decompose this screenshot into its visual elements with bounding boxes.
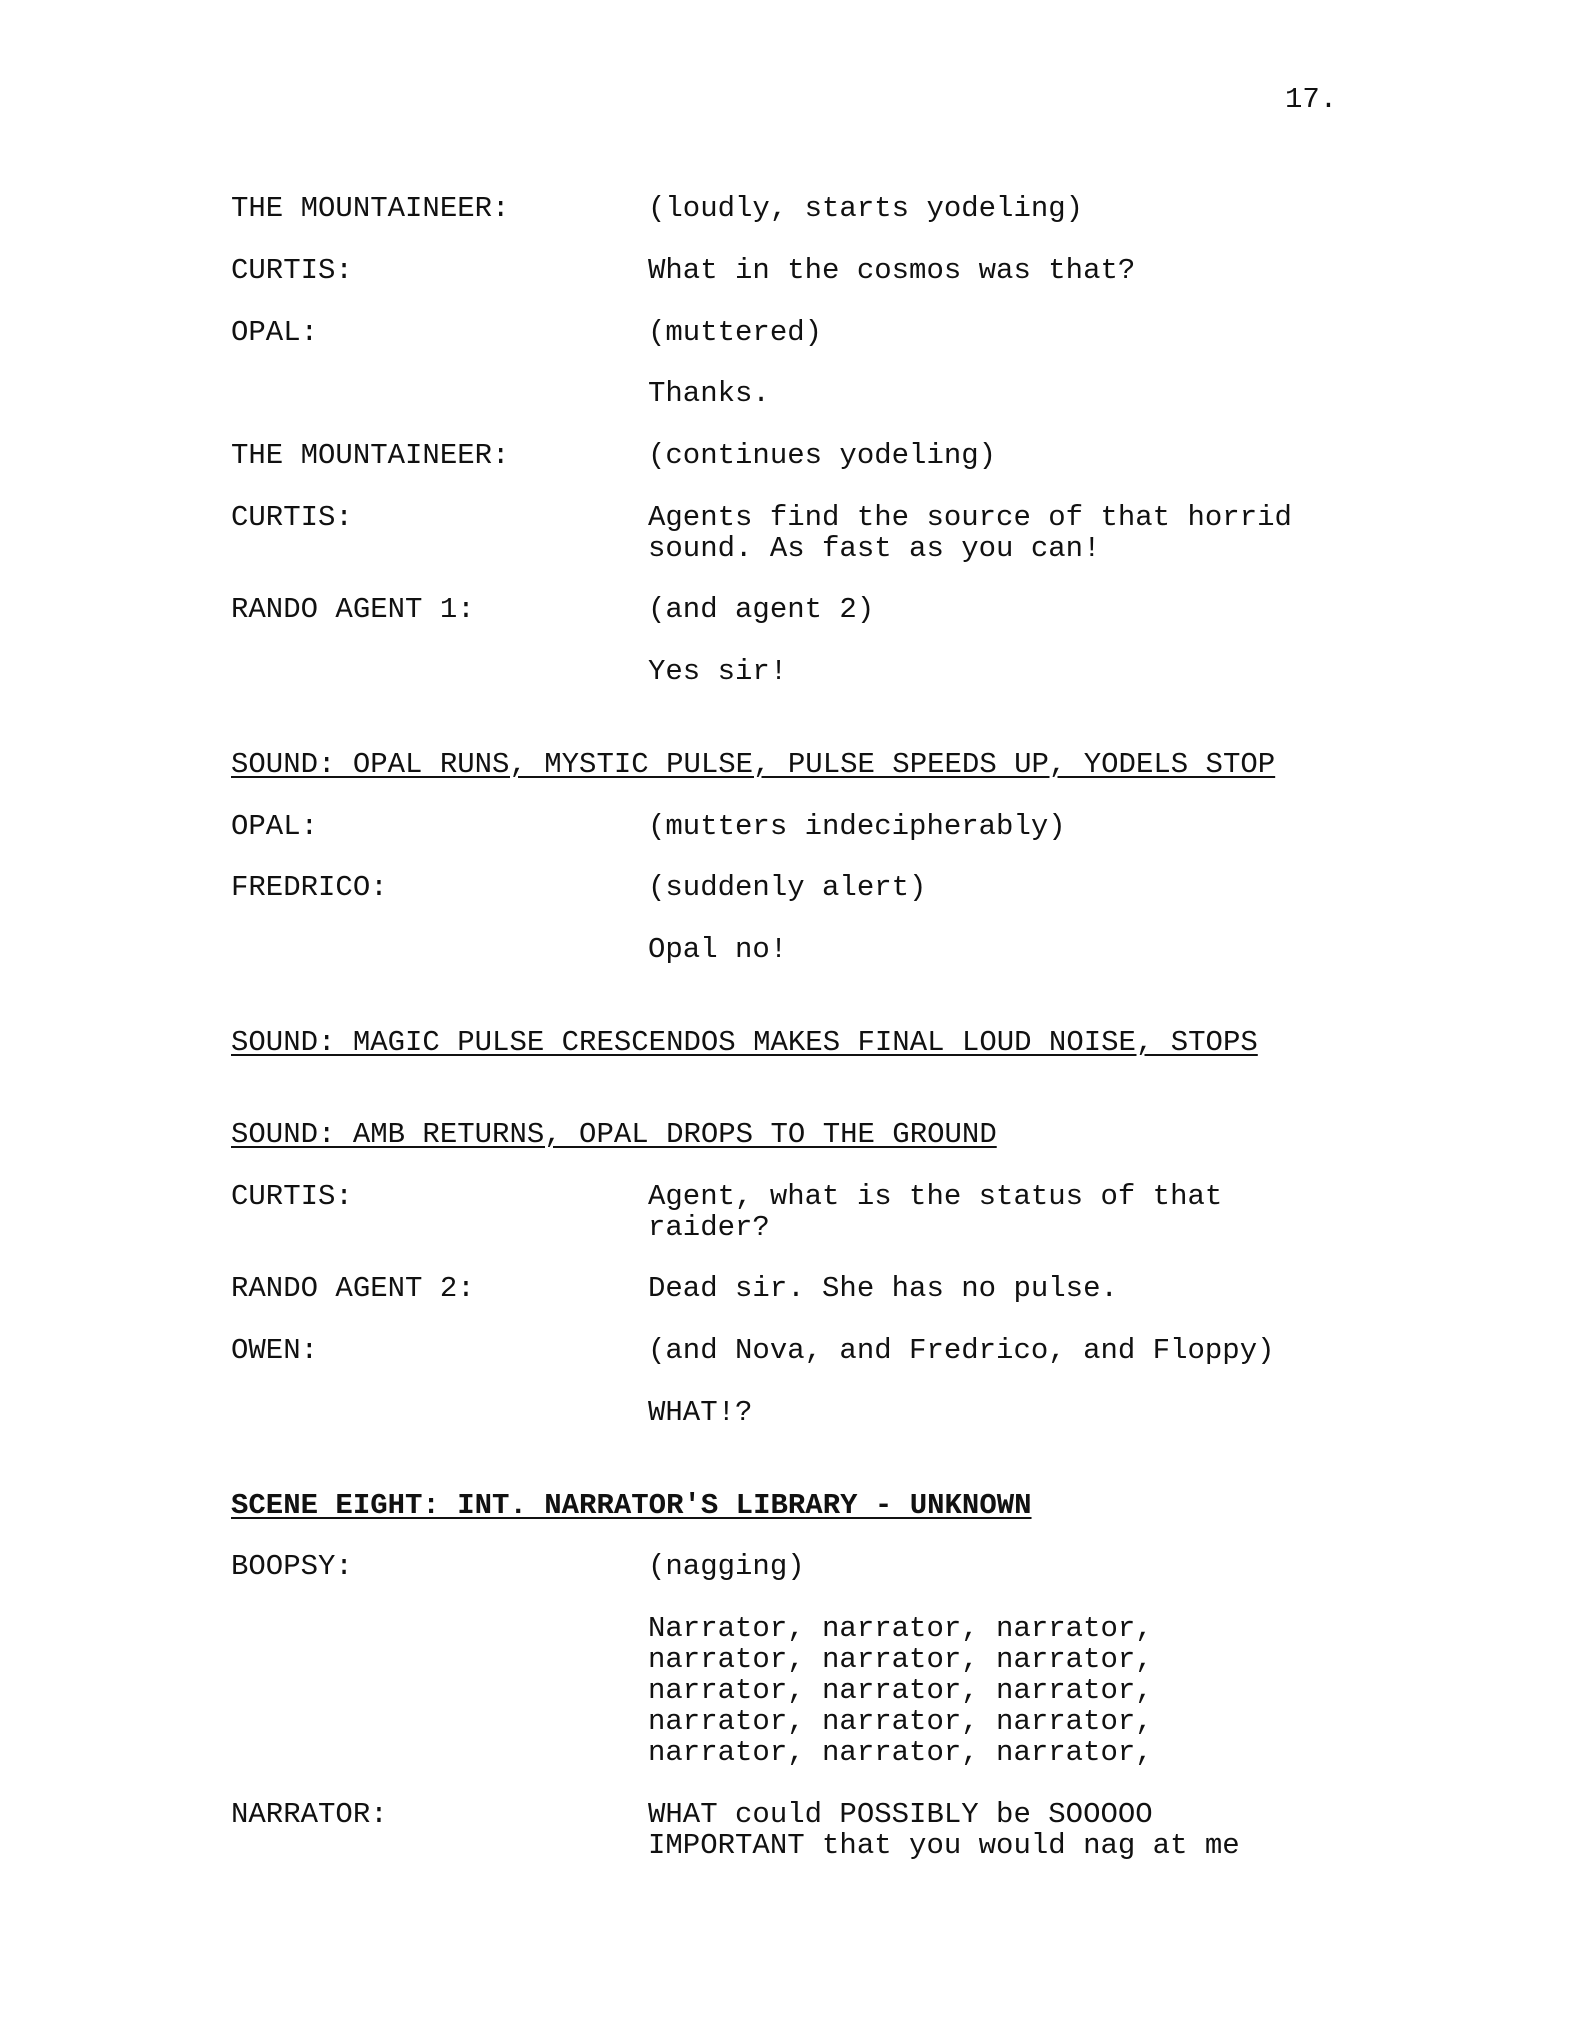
dialogue-line: Yes sir! <box>648 655 788 688</box>
character-name: CURTIS: <box>231 254 353 287</box>
dialogue-line: sound. As fast as you can! <box>648 532 1101 565</box>
character-name: BOOPSY: <box>231 1550 353 1583</box>
parenthetical: (nagging) <box>648 1550 805 1583</box>
dialogue-line: What in the cosmos was that? <box>648 254 1136 287</box>
parenthetical: (muttered) <box>648 316 823 349</box>
page-number: 17. <box>1285 83 1338 116</box>
sound-cue: SOUND: OPAL RUNS, MYSTIC PULSE, PULSE SPEEDS UP, YODELS STOP <box>231 748 1276 781</box>
parenthetical: (and Nova, and Fredrico, and Floppy) <box>648 1334 1275 1367</box>
dialogue-line: Agents find the source of that horrid <box>648 501 1292 534</box>
parenthetical: (continues yodeling) <box>648 439 997 472</box>
character-name: RANDO AGENT 1: <box>231 593 475 626</box>
character-name: CURTIS: <box>231 501 353 534</box>
dialogue-line: raider? <box>648 1211 770 1244</box>
parenthetical: (loudly, starts yodeling) <box>648 192 1084 225</box>
dialogue-line: narrator, narrator, narrator, <box>648 1643 1153 1676</box>
dialogue-line: Thanks. <box>648 377 770 410</box>
character-name: THE MOUNTAINEER: <box>231 439 510 472</box>
dialogue-line: WHAT!? <box>648 1396 753 1429</box>
parenthetical: (mutters indecipherably) <box>648 810 1066 843</box>
character-name: OPAL: <box>231 316 319 349</box>
character-name: RANDO AGENT 2: <box>231 1272 475 1305</box>
scene-heading: SCENE EIGHT: INT. NARRATOR'S LIBRARY - UNKNOWN <box>231 1489 1032 1522</box>
character-name: FREDRICO: <box>231 871 388 904</box>
character-name: THE MOUNTAINEER: <box>231 192 510 225</box>
dialogue-line: WHAT could POSSIBLY be SOOOOO <box>648 1798 1153 1831</box>
sound-cue: SOUND: MAGIC PULSE CRESCENDOS MAKES FINAL LOUD NOISE, STOPS <box>231 1026 1258 1059</box>
dialogue-line: Agent, what is the status of that <box>648 1180 1223 1213</box>
dialogue-line: Narrator, narrator, narrator, <box>648 1612 1153 1645</box>
character-name: CURTIS: <box>231 1180 353 1213</box>
parenthetical: (suddenly alert) <box>648 871 927 904</box>
character-name: OWEN: <box>231 1334 319 1367</box>
parenthetical: (and agent 2) <box>648 593 875 626</box>
dialogue-line: narrator, narrator, narrator, <box>648 1705 1153 1738</box>
dialogue-line: Dead sir. She has no pulse. <box>648 1272 1118 1305</box>
character-name: NARRATOR: <box>231 1798 388 1831</box>
dialogue-line: IMPORTANT that you would nag at me <box>648 1829 1240 1862</box>
dialogue-line: Opal no! <box>648 933 788 966</box>
dialogue-line: narrator, narrator, narrator, <box>648 1674 1153 1707</box>
dialogue-line: narrator, narrator, narrator, <box>648 1736 1153 1769</box>
sound-cue: SOUND: AMB RETURNS, OPAL DROPS TO THE GROUND <box>231 1118 997 1151</box>
character-name: OPAL: <box>231 810 319 843</box>
